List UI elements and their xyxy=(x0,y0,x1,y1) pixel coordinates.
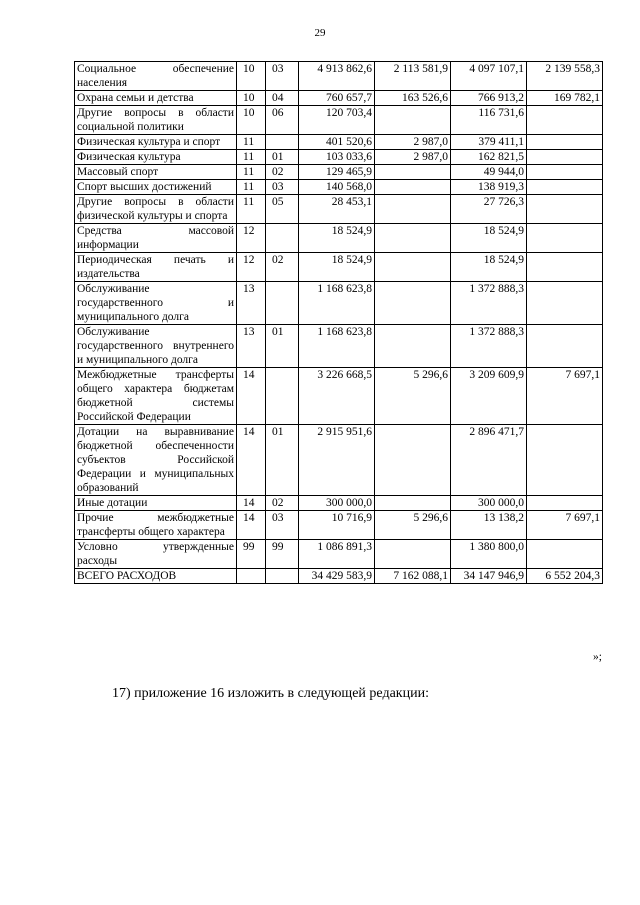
table-row xyxy=(75,368,603,425)
amount-year1-federal-cell xyxy=(375,224,451,253)
amount-year1-cell: 3 226 668,5 xyxy=(299,368,375,425)
amount-year2-cell: 27 726,3 xyxy=(451,195,527,224)
table-row xyxy=(75,62,603,91)
amount-year2-cell: 49 944,0 xyxy=(451,165,527,180)
amount-year2-cell: 3 209 609,9 xyxy=(451,368,527,425)
row-name-cell: Спорт высших достижений xyxy=(75,180,237,195)
section-code-cell: 11 xyxy=(237,150,266,165)
amount-year2-cell: 13 138,2 xyxy=(451,511,527,540)
amount-year1-cell: 1 168 623,8 xyxy=(299,282,375,325)
table-row xyxy=(75,511,603,540)
section-code-cell: 11 xyxy=(237,135,266,150)
amount-year1-cell: 1 168 623,8 xyxy=(299,325,375,368)
amount-year1-cell: 34 429 583,9 xyxy=(299,569,375,584)
row-name-cell: Охрана семьи и детства xyxy=(75,91,237,106)
section-code-cell: 14 xyxy=(237,511,266,540)
section-code-cell: 10 xyxy=(237,91,266,106)
amount-year1-federal-cell: 5 296,6 xyxy=(375,511,451,540)
amount-year1-federal-cell: 5 296,6 xyxy=(375,368,451,425)
table-row xyxy=(75,165,603,180)
subsection-code-cell: 02 xyxy=(266,253,299,282)
amount-year1-cell: 129 465,9 xyxy=(299,165,375,180)
amount-year2-federal-cell xyxy=(527,165,603,180)
row-name-cell: Социальное обеспечение населения xyxy=(75,62,237,91)
table-row xyxy=(75,425,603,496)
section-code-cell: 10 xyxy=(237,62,266,91)
row-name-cell: Другие вопросы в области социальной политики xyxy=(75,106,237,135)
item-17-text: 17) приложение 16 изложить в следующей редакции: xyxy=(112,686,429,701)
amount-year1-cell: 760 657,7 xyxy=(299,91,375,106)
amount-year2-cell: 4 097 107,1 xyxy=(451,62,527,91)
table-row xyxy=(75,106,603,135)
amount-year1-federal-cell: 2 113 581,9 xyxy=(375,62,451,91)
table-row xyxy=(75,91,603,106)
amount-year2-federal-cell xyxy=(527,540,603,569)
amount-year2-federal-cell: 6 552 204,3 xyxy=(527,569,603,584)
section-code-cell: 14 xyxy=(237,425,266,496)
amount-year1-cell: 28 453,1 xyxy=(299,195,375,224)
section-code-cell xyxy=(237,569,266,584)
amount-year1-federal-cell xyxy=(375,195,451,224)
subsection-code-cell: 03 xyxy=(266,180,299,195)
amount-year1-federal-cell xyxy=(375,496,451,511)
subsection-code-cell: 06 xyxy=(266,106,299,135)
section-code-cell: 13 xyxy=(237,325,266,368)
amount-year1-federal-cell xyxy=(375,180,451,195)
amount-year2-cell: 116 731,6 xyxy=(451,106,527,135)
amount-year2-cell: 18 524,9 xyxy=(451,224,527,253)
budget-table xyxy=(74,61,603,584)
row-name-cell: ВСЕГО РАСХОДОВ xyxy=(75,569,237,584)
amount-year2-cell: 766 913,2 xyxy=(451,91,527,106)
amount-year1-cell: 1 086 891,3 xyxy=(299,540,375,569)
row-name-cell: Периодическая печать и издательства xyxy=(75,253,237,282)
section-code-cell: 11 xyxy=(237,180,266,195)
amount-year2-federal-cell: 169 782,1 xyxy=(527,91,603,106)
amount-year1-federal-cell: 2 987,0 xyxy=(375,135,451,150)
table-row xyxy=(75,282,603,325)
amount-year2-cell: 1 380 800,0 xyxy=(451,540,527,569)
amount-year2-federal-cell xyxy=(527,224,603,253)
amount-year2-federal-cell: 2 139 558,3 xyxy=(527,62,603,91)
amount-year1-cell: 18 524,9 xyxy=(299,224,375,253)
table-row xyxy=(75,496,603,511)
amount-year2-federal-cell: 7 697,1 xyxy=(527,511,603,540)
subsection-code-cell: 03 xyxy=(266,511,299,540)
amount-year1-federal-cell xyxy=(375,282,451,325)
table-row xyxy=(75,195,603,224)
amount-year2-cell: 300 000,0 xyxy=(451,496,527,511)
table-row xyxy=(75,150,603,165)
amount-year2-federal-cell xyxy=(527,282,603,325)
amount-year2-federal-cell xyxy=(527,195,603,224)
amount-year2-cell: 2 896 471,7 xyxy=(451,425,527,496)
amount-year1-federal-cell xyxy=(375,425,451,496)
table-row xyxy=(75,180,603,195)
row-name-cell: Физическая культура xyxy=(75,150,237,165)
section-code-cell: 99 xyxy=(237,540,266,569)
amount-year2-cell: 18 524,9 xyxy=(451,253,527,282)
row-name-cell: Обслуживание государственного и муниципального долга xyxy=(75,282,237,325)
row-name-cell: Условно утвержденные расходы xyxy=(75,540,237,569)
table-row xyxy=(75,569,603,584)
subsection-code-cell xyxy=(266,282,299,325)
table-row xyxy=(75,224,603,253)
section-code-cell: 14 xyxy=(237,496,266,511)
amount-year2-federal-cell xyxy=(527,496,603,511)
subsection-code-cell: 02 xyxy=(266,496,299,511)
subsection-code-cell: 02 xyxy=(266,165,299,180)
section-code-cell: 14 xyxy=(237,368,266,425)
subsection-code-cell: 01 xyxy=(266,325,299,368)
subsection-code-cell xyxy=(266,569,299,584)
row-name-cell: Другие вопросы в области физической культуры и спорта xyxy=(75,195,237,224)
subsection-code-cell xyxy=(266,224,299,253)
amount-year1-cell: 300 000,0 xyxy=(299,496,375,511)
amount-year2-federal-cell xyxy=(527,150,603,165)
row-name-cell: Массовый спорт xyxy=(75,165,237,180)
amount-year1-federal-cell xyxy=(375,106,451,135)
subsection-code-cell: 99 xyxy=(266,540,299,569)
subsection-code-cell: 01 xyxy=(266,150,299,165)
table-row xyxy=(75,253,603,282)
table-row xyxy=(75,135,603,150)
table-row xyxy=(75,540,603,569)
row-name-cell: Прочие межбюджетные трансферты общего характера xyxy=(75,511,237,540)
amount-year1-cell: 120 703,4 xyxy=(299,106,375,135)
section-code-cell: 11 xyxy=(237,195,266,224)
amount-year2-cell: 379 411,1 xyxy=(451,135,527,150)
row-name-cell: Дотации на выравнивание бюджетной обеспеченности субъектов Российской Федерации и муниципальных образований xyxy=(75,425,237,496)
page-number: 29 xyxy=(314,27,326,39)
amount-year2-cell: 1 372 888,3 xyxy=(451,282,527,325)
row-name-cell: Иные дотации xyxy=(75,496,237,511)
amount-year1-federal-cell: 2 987,0 xyxy=(375,150,451,165)
row-name-cell: Средства массовой информации xyxy=(75,224,237,253)
section-code-cell: 11 xyxy=(237,165,266,180)
subsection-code-cell xyxy=(266,368,299,425)
amount-year2-federal-cell xyxy=(527,425,603,496)
section-code-cell: 12 xyxy=(237,253,266,282)
closing-quote-mark: »; xyxy=(593,651,602,663)
amount-year1-cell: 103 033,6 xyxy=(299,150,375,165)
amount-year2-federal-cell xyxy=(527,180,603,195)
amount-year1-cell: 2 915 951,6 xyxy=(299,425,375,496)
amount-year2-cell: 1 372 888,3 xyxy=(451,325,527,368)
row-name-cell: Физическая культура и спорт xyxy=(75,135,237,150)
amount-year1-federal-cell: 163 526,6 xyxy=(375,91,451,106)
section-code-cell: 13 xyxy=(237,282,266,325)
amount-year2-cell: 34 147 946,9 xyxy=(451,569,527,584)
table-row xyxy=(75,325,603,368)
amount-year1-federal-cell xyxy=(375,253,451,282)
subsection-code-cell: 04 xyxy=(266,91,299,106)
amount-year2-cell: 138 919,3 xyxy=(451,180,527,195)
amount-year1-cell: 10 716,9 xyxy=(299,511,375,540)
amount-year1-cell: 401 520,6 xyxy=(299,135,375,150)
amount-year2-federal-cell xyxy=(527,325,603,368)
amount-year1-federal-cell xyxy=(375,325,451,368)
section-code-cell: 12 xyxy=(237,224,266,253)
subsection-code-cell: 05 xyxy=(266,195,299,224)
amount-year1-cell: 4 913 862,6 xyxy=(299,62,375,91)
amount-year1-cell: 18 524,9 xyxy=(299,253,375,282)
section-code-cell: 10 xyxy=(237,106,266,135)
amount-year1-cell: 140 568,0 xyxy=(299,180,375,195)
amount-year1-federal-cell xyxy=(375,165,451,180)
subsection-code-cell xyxy=(266,135,299,150)
row-name-cell: Межбюджетные трансферты общего характера бюджетам бюджетной системы Российской Федерации xyxy=(75,368,237,425)
subsection-code-cell: 01 xyxy=(266,425,299,496)
amount-year2-federal-cell xyxy=(527,106,603,135)
amount-year1-federal-cell xyxy=(375,540,451,569)
amount-year2-federal-cell: 7 697,1 xyxy=(527,368,603,425)
amount-year1-federal-cell: 7 162 088,1 xyxy=(375,569,451,584)
row-name-cell: Обслуживание государственного внутреннего и муниципального долга xyxy=(75,325,237,368)
amount-year2-cell: 162 821,5 xyxy=(451,150,527,165)
amount-year2-federal-cell xyxy=(527,135,603,150)
amount-year2-federal-cell xyxy=(527,253,603,282)
subsection-code-cell: 03 xyxy=(266,62,299,91)
